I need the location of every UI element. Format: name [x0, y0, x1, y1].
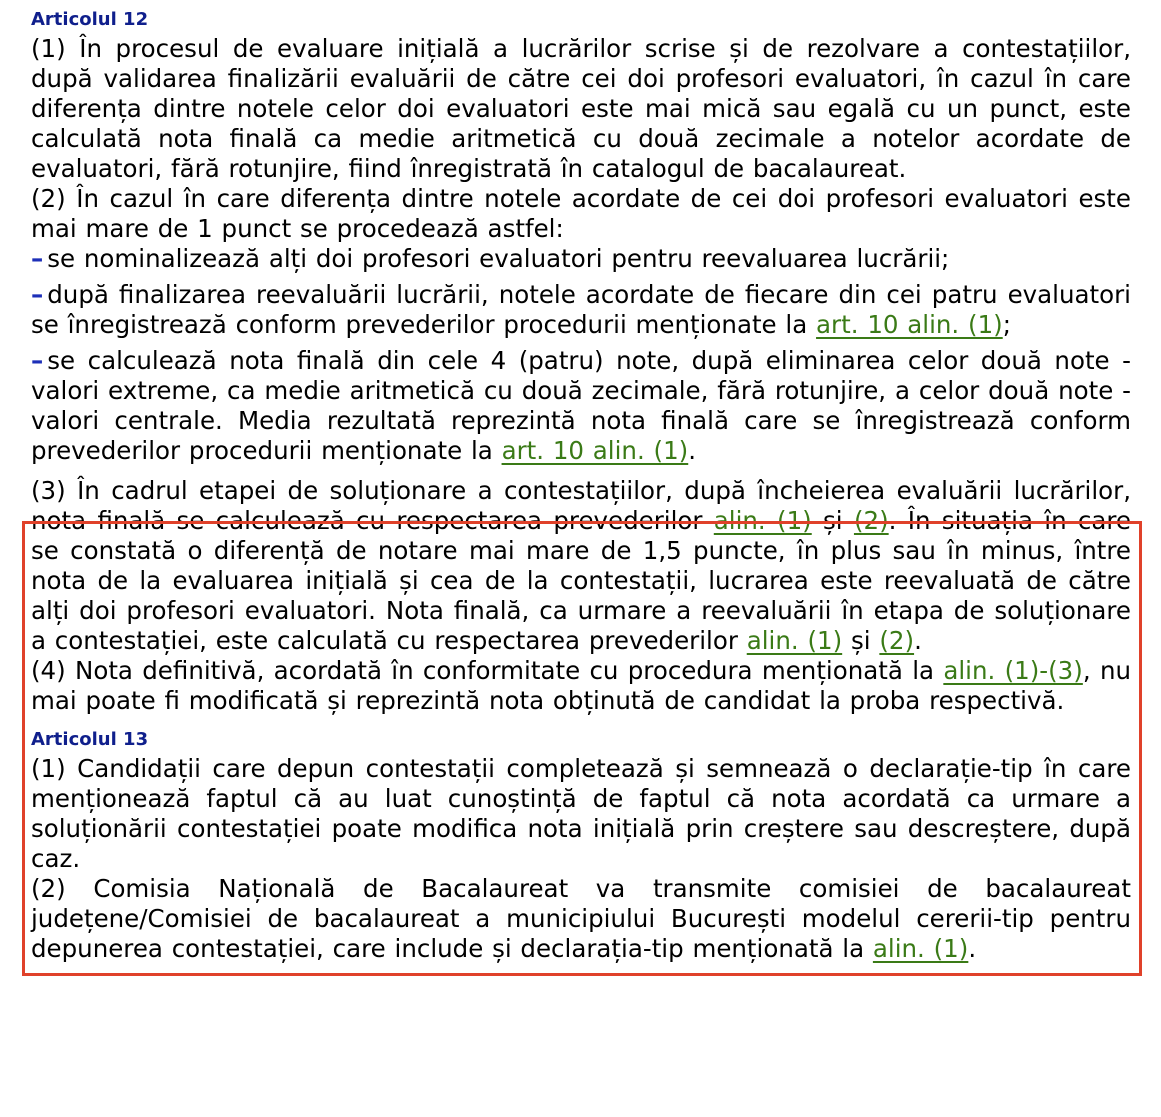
- dash-marker: –: [31, 244, 44, 273]
- article-12-bullet-2: [31, 280, 1131, 340]
- article-12-paragraph-4: [31, 656, 1131, 716]
- conjunction: și: [823, 506, 843, 535]
- article-12-paragraph-2: (2) În cazul în care diferența dintre notele acordate de cei doi profesori evaluatori este mai mare de 1 punct se procedează astfel:: [31, 184, 1131, 243]
- article-12-bullet-1: [31, 244, 1131, 274]
- paragraph-text: (2) Comisia Națională de Bacalaureat va transmite comisiei de bacalaureat județene/Comisiei de bacalaureat a municipiului București modelul cererii-tip pentru depunerea contestației, care include și declarația-tip menționată la: [31, 874, 1131, 963]
- article-12-title: Articolul 12: [31, 9, 149, 30]
- link-alin-2[interactable]: (2): [879, 626, 915, 655]
- link-alin-1[interactable]: alin. (1): [746, 626, 843, 655]
- link-alin-1[interactable]: alin. (1): [872, 934, 969, 963]
- link-art-10-alin-1[interactable]: art. 10 alin. (1): [816, 310, 1003, 339]
- bullet-end: .: [688, 436, 697, 465]
- paragraph-end: .: [914, 626, 922, 655]
- paragraph-text: , nu mai poate fi modificată și reprezintă nota obținută de candidat la proba respectivă.: [31, 656, 1131, 715]
- link-alin-1[interactable]: alin. (1): [713, 506, 812, 535]
- bullet-text: se nominalizează alți doi profesori evaluatori pentru reevaluarea lucrării;: [47, 244, 950, 273]
- legal-document: [31, 8, 1131, 964]
- article-12-bullet-3: [31, 346, 1131, 466]
- article-13-paragraph-2: [31, 874, 1131, 964]
- conjunction: și: [850, 626, 871, 655]
- article-13-paragraph-1: (1) Candidații care depun contestații completează și semnează o declarație-tip în care menționează faptul că au luat cunoștință de faptul că nota acordată ca urmare a soluționării contestației poate modifica nota inițială prin creștere sau descreștere, după caz.: [31, 754, 1131, 873]
- paragraph-end: .: [968, 934, 977, 963]
- paragraph-text: (4) Nota definitivă, acordată în conformitate cu procedura menționată la: [31, 656, 935, 685]
- bullet-end: ;: [1002, 310, 1011, 339]
- link-art-10-alin-1[interactable]: art. 10 alin. (1): [501, 436, 689, 465]
- article-12-paragraph-3: [31, 476, 1131, 656]
- paragraph-text: . În situația în care se constată o diferență de notare mai mare de 1,5 puncte, în plus sau în minus, între nota de la evaluarea inițială și cea de la contestații, lucrarea este reevaluată de către alți doi profesori evaluatori. Nota finală, ca urmare a reevaluării în etapa de soluționare a contestației, este calculată cu respectarea prevederilor: [31, 506, 1131, 655]
- article-12-paragraph-1: (1) În procesul de evaluare inițială a lucrărilor scrise și de rezolvare a contestațiilor, după validarea finalizării evaluării de către cei doi profesori evaluatori, în cazul în care diferența dintre notele celor doi evaluatori este mai mică sau egală cu un punct, este calculată nota finală ca medie aritmetică cu două zecimale a notelor acordate de evaluatori, fără rotunjire, fiind înregistrată în catalogul de bacalaureat.: [31, 34, 1131, 183]
- link-alin-2[interactable]: (2): [853, 506, 889, 535]
- paragraph-text: (3) În cadrul etapei de soluționare a contestațiilor, după încheierea evaluării lucrărilor, nota finală se calculează cu respectarea prevederilor: [31, 476, 1131, 535]
- article-13-title: Articolul 13: [31, 729, 149, 750]
- link-alin-1-3[interactable]: alin. (1)-(3): [943, 656, 1083, 685]
- bullet-text: se calculează nota finală din cele 4 (patru) note, după eliminarea celor două note - valori extreme, ca medie aritmetică cu două zecimale, fără rotunjire, a celor două note - valori centrale. Media rezultată reprezintă nota finală care se înregistrează conform prevederilor procedurii menționate la: [31, 346, 1131, 465]
- bullet-text: după finalizarea reevaluării lucrării, notele acordate de fiecare din cei patru evaluatori se înregistrează conform prevederilor procedurii menționate la: [31, 280, 1131, 339]
- dash-marker: –: [31, 346, 44, 375]
- dash-marker: –: [31, 280, 44, 309]
